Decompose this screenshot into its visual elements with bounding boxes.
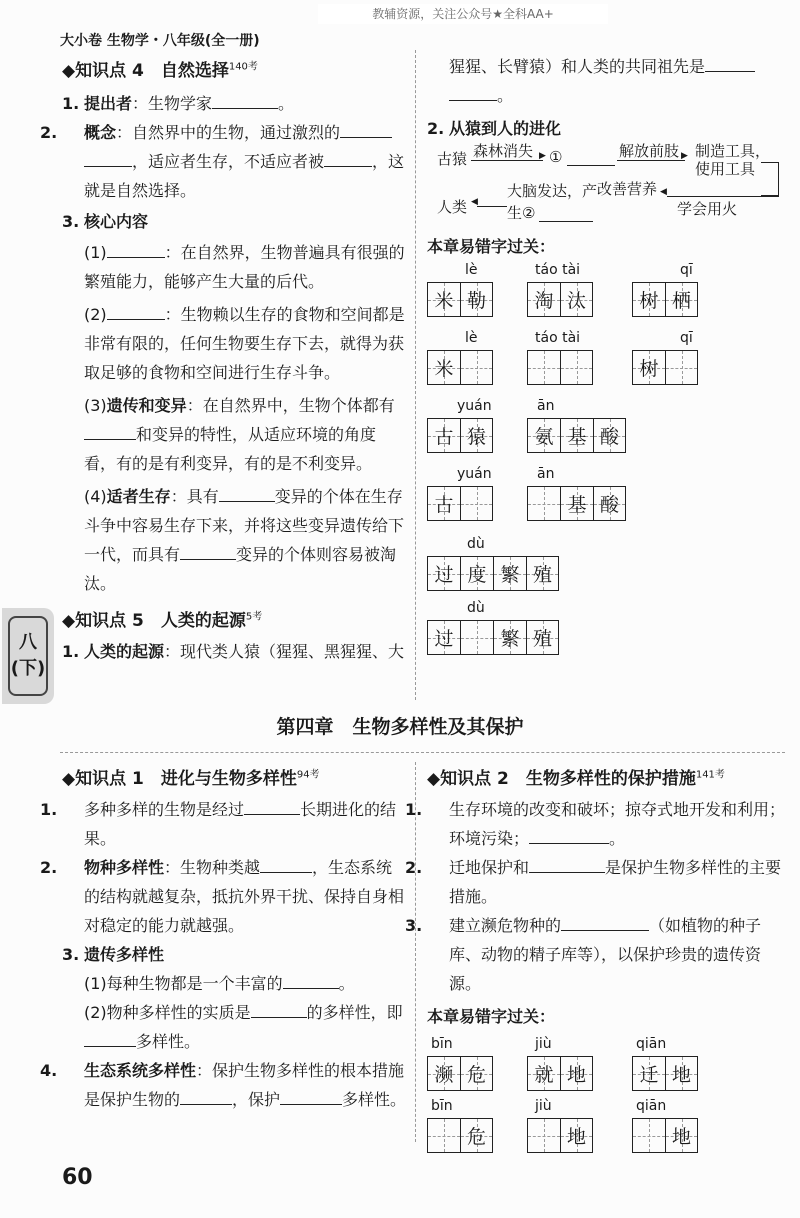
kp5-item-1-cont: 猩猩、长臂猿）和人类的共同祖先是 。 [427,52,787,110]
kp4-item-1: 1. 提出者：生物学家 。 [62,89,407,118]
answer-blank[interactable] [219,484,275,502]
answer-blank[interactable] [280,1087,342,1105]
page-header [60,4,780,49]
kp4-item-3: 3. 核心内容 [62,212,149,231]
typo-check-title-2: 本章易错字过关： [427,1007,556,1026]
character-cell: 氨 [527,418,560,453]
character-cell: 繁 [493,556,526,591]
character-cell: 勒 [460,282,493,317]
flow-blank-1-label: ① [549,148,563,166]
flow-use-tools: 使用工具 [695,160,756,178]
character-cell: 汰 [560,282,593,317]
character-grid [527,1056,593,1091]
answer-blank[interactable] [180,1087,232,1105]
pinyin-label: qiān [636,1098,667,1114]
flow-use-fire: 学会用火 [677,200,738,218]
pinyin-label: táo tài [535,330,581,346]
character-grid [427,1056,493,1091]
character-cell: 繁 [493,620,526,655]
kp2-title: ◆知识点 2 生物多样性的保护措施$^{141考}$ [427,769,725,789]
character-cell: 地 [665,1118,698,1153]
character-cell: 过 [427,556,460,591]
character-grid [632,1056,698,1091]
character-grid [527,418,626,453]
pinyin-label: ān [537,398,555,414]
answer-blank[interactable] [180,542,236,560]
kp1-item-1: 1. 多种多样的生物是经过 长期进化的结果。 [62,795,407,853]
answer-blank[interactable] [212,91,278,109]
kp2-item-1: 1. 生存环境的改变和破坏；掠夺式地开发和利用；环境污染； 。 [405,800,786,848]
answer-blank[interactable] [244,797,300,815]
pinyin-label: ān [537,466,555,482]
arrow-right [617,160,685,161]
answer-blank[interactable] [324,149,372,167]
pinyin-label: jiù [535,1098,552,1114]
empty-character-cell[interactable] [560,350,593,385]
answer-blank[interactable] [283,971,339,989]
arrow-right [471,160,543,161]
flow-blank-2-label: 生② [507,204,536,222]
flow-better-nutrition: 改善营养 [597,180,658,198]
character-grid [527,282,593,317]
kp1-item-3: 3. 遗传多样性 [62,945,165,964]
answer-blank[interactable] [539,204,593,222]
character-cell: 危 [460,1056,493,1091]
pinyin-label: táo tài [535,262,581,278]
chapter-title: 第四章 生物多样性及其保护 [276,716,524,738]
character-grid [632,282,698,317]
answer-blank[interactable] [84,149,132,167]
pinyin-label: yuán [457,466,492,482]
arrow-left [667,196,779,197]
character-cell: 树 [632,282,665,317]
answer-blank[interactable] [340,120,392,138]
kp1-item-2: 2. 物种多样性：生物种类越 ，生态系统的结构就越复杂，抵抗外界干扰、保持自身相对稳定的能力就越强。 [62,853,407,940]
pinyin-label: qī [680,262,693,278]
flow-brain-developed: 大脑发达，产 [507,182,598,200]
kp2-item-3: 3. 建立濒危物种的 （如植物的种子库、动物的精子库等），以保护珍贵的遗传资源。 [427,911,787,998]
character-cell: 栖 [665,282,698,317]
flow-free-forelimbs: 解放前肢 [619,142,680,160]
answer-blank[interactable] [251,1000,307,1018]
grade-side-tab-frame [8,616,48,696]
flow-forest-loss: 森林消失 [473,142,534,160]
character-grid [632,1118,698,1153]
character-cell: 殖 [526,556,559,591]
kp5-title: ◆知识点 5 人类的起源$^{5考}$ [62,611,263,631]
character-cell: 酸 [593,418,626,453]
answer-blank[interactable] [529,826,609,844]
page-number: 60 [62,1165,93,1190]
character-grid [527,486,626,521]
answer-blank[interactable] [567,148,615,166]
kp5-continued [427,52,787,143]
pinyin-label: lè [465,262,478,278]
kp2-item-2: 2. 迁地保护和 是保护生物多样性的主要措施。 [427,853,787,911]
answer-blank[interactable] [529,855,605,873]
character-grid [527,1118,593,1153]
character-cell: 基 [560,486,593,521]
evolution-flow-diagram: 古猿 森林消失 ▶ ① 解放前肢 ▶ 制造工具， 使用工具 ◀ 改善营养 学会用火 人类 ◀ 大脑发达，产 生② [427,140,787,235]
character-grid [427,282,493,317]
character-cell: 米 [427,350,460,385]
kp2-section [405,764,787,1027]
character-grid [427,1118,493,1153]
column-divider-top [415,50,416,700]
pinyin-label: qī [680,330,693,346]
kp1-section [40,764,407,1114]
pinyin-label: yuán [457,398,492,414]
character-grid [427,486,493,521]
answer-blank[interactable] [449,83,497,101]
pinyin-label: lè [465,330,478,346]
empty-character-cell[interactable] [665,350,698,385]
kp1-item-4: 4. 生态系统多样性：保护生物多样性的根本措施是保护生物的 ，保护 多样性。 [40,1061,407,1109]
character-cell: 地 [560,1056,593,1091]
character-grid [427,556,559,591]
kp1-genetic-2: (2)物种多样性的实质是 的多样性，即多样性。 [62,998,407,1056]
character-cell: 地 [560,1118,593,1153]
empty-character-cell[interactable] [460,620,493,655]
empty-character-cell[interactable] [527,486,560,521]
character-cell: 酸 [593,486,626,521]
character-cell: 度 [460,556,493,591]
character-cell: 危 [460,1118,493,1153]
grade-side-tab [2,608,54,704]
empty-character-cell[interactable] [427,1118,460,1153]
kp1-genetic-1: (1)每种生物都是一个丰富的 。 [62,969,407,998]
pinyin-label: jiù [535,1036,552,1052]
character-cell: 就 [527,1056,560,1091]
arrow-left [477,206,507,207]
character-cell: 古 [427,418,460,453]
character-grid [527,350,593,385]
flow-ape: 古猿 [437,150,468,168]
flow-human: 人类 [437,198,468,216]
empty-character-cell[interactable] [527,1118,560,1153]
side-tab-grade: 八 [19,632,37,653]
chapter-rule [60,752,785,753]
book-title: 大小卷 生物学・八年级(全一册) [60,33,260,49]
character-cell: 迁 [632,1056,665,1091]
character-cell: 地 [665,1056,698,1091]
arrow-bend [761,162,779,196]
character-grid [427,620,559,655]
flow-make-tools: 制造工具， [695,142,771,160]
answer-blank[interactable] [107,302,165,320]
answer-blank[interactable] [107,240,165,258]
empty-character-cell[interactable] [632,1118,665,1153]
kp4-item-2: 2. 概念：自然界中的生物，通过激烈的，适应者生存，不适应者被 ，这就是自然选择。 [62,118,407,205]
side-tab-term: (下) [10,658,46,679]
character-grid [632,350,698,385]
character-cell: 殖 [526,620,559,655]
character-cell: 淘 [527,282,560,317]
character-cell: 米 [427,282,460,317]
kp1-title: ◆知识点 1 进化与生物多样性$^{94考}$ [62,769,320,789]
answer-blank[interactable] [84,1029,136,1047]
character-cell: 濒 [427,1056,460,1091]
kp4-core-2: (2) ：生物赖以生存的食物和空间都是非常有限的，任何生物要生存下去，就得为获取足够的食物和空间进行生存斗争。 [62,300,407,387]
answer-blank[interactable] [561,913,649,931]
character-cell: 古 [427,486,460,521]
watermark-banner: 教辅资源，关注公众号★全科AA+ [318,4,608,24]
kp4-title: ◆知识点 4 自然选择$^{140考}$ [62,61,258,81]
kp4-core-1: (1) ：在自然界，生物普遍具有很强的繁殖能力，能够产生大量的后代。 [62,238,407,296]
character-grid [427,418,493,453]
pinyin-label: bīn [431,1098,453,1114]
typo-check-title-1: 本章易错字过关： [427,237,556,256]
pinyin-label: bīn [431,1036,453,1052]
kp4-core-3: (3)遗传和变异：在自然界中，生物个体都有和变异的特性，从适应环境的角度看，有的是有利变异，有的是不利变异。 [84,396,395,473]
empty-character-cell[interactable] [527,350,560,385]
character-cell: 猿 [460,418,493,453]
kp4-section [40,56,407,666]
character-cell: 基 [560,418,593,453]
kp5-item-1: 1. 人类的起源：现代类人猿（猩猩、黑猩猩、大 [62,642,405,661]
character-grid [427,350,493,385]
empty-character-cell[interactable] [460,350,493,385]
pinyin-label: dù [467,536,485,552]
kp4-core-4: (4)适者生存：具有 变异的个体在生存斗争中容易生存下来，并将这些变异遗传给下一代，而具有 变异的个体则容易被淘汰。 [62,482,407,598]
answer-blank[interactable] [260,855,312,873]
answer-blank[interactable] [705,54,755,72]
empty-character-cell[interactable] [460,486,493,521]
character-cell: 树 [632,350,665,385]
answer-blank[interactable] [84,422,136,440]
kp5-item-2: 2. 从猿到人的进化 [427,119,562,138]
pinyin-label: qiān [636,1036,667,1052]
character-cell: 过 [427,620,460,655]
pinyin-label: dù [467,600,485,616]
